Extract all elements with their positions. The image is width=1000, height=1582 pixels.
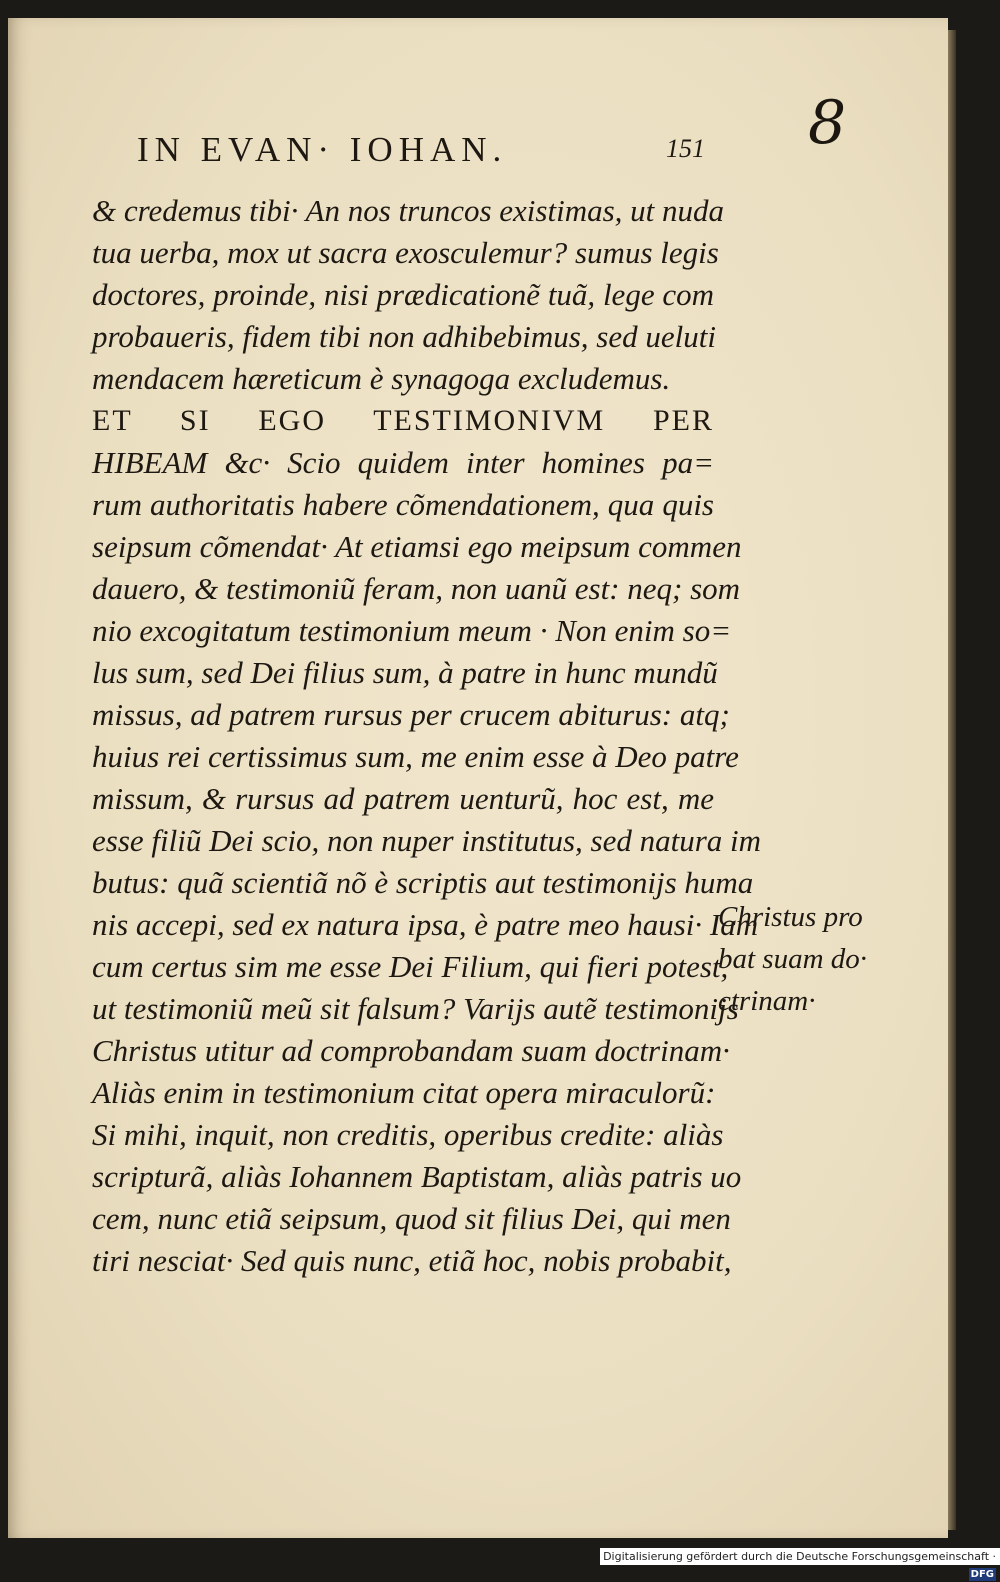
- text-line: huius rei certissimus sum, me enim esse à Deo patre: [92, 739, 739, 774]
- page-number: 151: [666, 134, 705, 163]
- text-line: nis accepi, sed ex natura ipsa, è patre meo hausi· Iam: [92, 907, 759, 942]
- text-line: seipsum cõmendat· At etiamsi ego meipsum commen: [92, 529, 742, 564]
- text-line: Si mihi, inquit, non creditis, operibus credite: aliàs: [92, 1117, 724, 1152]
- text-line: ut testimoniũ meũ sit falsum? Varijs autẽ testimonijs: [92, 991, 739, 1026]
- running-head: [137, 130, 707, 170]
- dfg-logo: DFG: [970, 1569, 994, 1580]
- digitization-credit: [600, 1548, 1000, 1580]
- text-line: & credemus tibi· An nos truncos existimas, ut nuda: [92, 193, 725, 228]
- section-heading-line: ET SI EGO TESTIMONIVM PER: [92, 404, 714, 437]
- text-line: butus: quã scientiã nõ è scriptis aut testimonijs huma: [92, 865, 754, 900]
- text-line: missus, ad patrem rursus per crucem abiturus: atq;: [92, 697, 730, 732]
- text-line: nio excogitatum testimonium meum · Non enim so=: [92, 613, 732, 648]
- marginal-note-line: bat suam do·: [718, 943, 868, 975]
- folio-mark: 8: [808, 88, 847, 158]
- text-line: cem, nunc etiã seipsum, quod sit filius Dei, qui men: [92, 1201, 731, 1236]
- credit-text: Digitalisierung gefördert durch die Deutsche Forschungsgemeinschaft ·: [603, 1550, 996, 1563]
- page-edge: [948, 30, 956, 1530]
- text-line: lus sum, sed Dei filius sum, à patre in hunc mundũ: [92, 655, 718, 690]
- text-line: cum certus sim me esse Dei Filium, qui fieri potest,: [92, 949, 729, 984]
- body-text: [92, 190, 762, 1282]
- text-line: doctores, proinde, nisi prædicationẽ tuã, lege com: [92, 277, 714, 312]
- text-line: probaueris, fidem tibi non adhibebimus, sed ueluti: [92, 319, 716, 354]
- text-line: tiri nesciat· Sed quis nunc, etiã hoc, nobis probabit,: [92, 1243, 732, 1278]
- text-line: rum authoritatis habere cõmendationem, qua quis: [92, 487, 714, 522]
- text-line: Aliàs enim in testimonium citat opera miraculorũ:: [92, 1075, 716, 1110]
- marginal-note: [718, 896, 878, 1022]
- running-head-title: IN EVAN· IOHAN.: [137, 130, 508, 169]
- marginal-note-line: ctrinam·: [718, 985, 816, 1017]
- text-line: dauero, & testimoniũ feram, non uanũ est: neq; som: [92, 571, 741, 606]
- text-line: missum, & rursus ad patrem uenturũ, hoc est, me: [92, 781, 714, 816]
- text-line: HIBEAM &c· Scio quidem inter homines pa=: [92, 445, 714, 480]
- text-line: scripturã, aliàs Iohannem Baptistam, aliàs patris uo: [92, 1159, 742, 1194]
- text-line: tua uerba, mox ut sacra exosculemur? sumus legis: [92, 235, 719, 270]
- text-line: Christus utitur ad comprobandam suam doctrinam·: [92, 1033, 730, 1068]
- text-line: mendacem hæreticum è synagoga excludemus.: [92, 361, 671, 396]
- marginal-note-line: Christus pro: [718, 901, 863, 933]
- text-line: esse filiũ Dei scio, non nuper institutus, sed natura im: [92, 823, 762, 858]
